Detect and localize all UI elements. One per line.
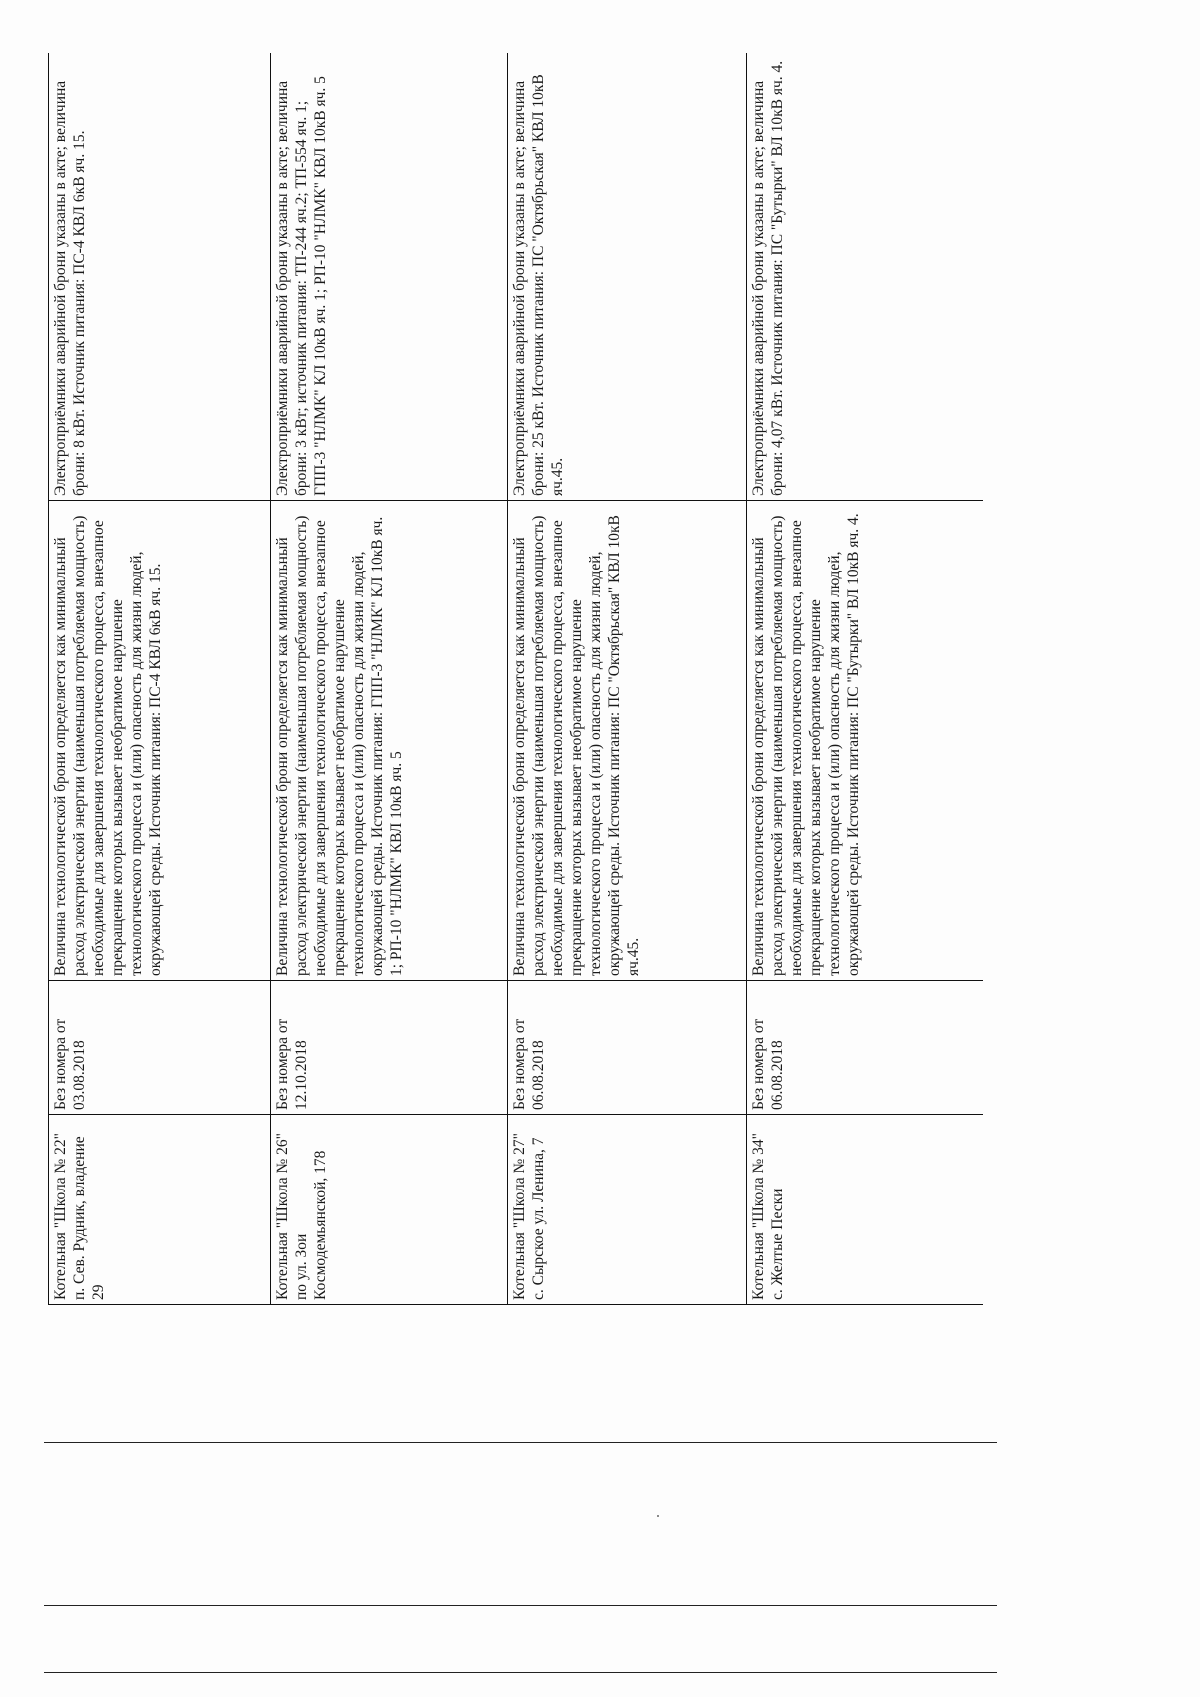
scan-speck xyxy=(657,1515,659,1517)
emergency-reserve-cell: Электроприёмники аварийной брони указаны в акте; величина брони: 25 кВт. Источник питания: ПС "Октябрьская" КВЛ 10кВ яч.45. xyxy=(508,53,747,501)
separator-line xyxy=(44,1605,997,1606)
technological-reserve-cell: Величина технологической брони определяется как минимальный расход электрической энергии (наименьшая потребляемая мощность) необходимые для завершения технологического процесса, внезапное прекращение которых вызывает необратимое нарушение технологического процесса и (или) опасность для жизни людей, окружающей среды. Источник питания: ПС-4 КВЛ 6кВ яч. 15. xyxy=(49,501,271,981)
facility-name-cell: Котельная "Школа № 26" по ул. Зои Космодемьянской, 178 xyxy=(271,1115,508,1305)
emergency-reserve-cell: Электроприёмники аварийной брони указаны в акте; величина брони: 4,07 кВт. Источник питания: ПС "Бутырки" ВЛ 10кВ яч. 4. xyxy=(747,53,984,501)
table-row xyxy=(747,53,984,1305)
table-row xyxy=(271,53,508,1305)
technological-reserve-cell: Величина технологической брони определяется как минимальный расход электрической энергии (наименьшая потребляемая мощность) необходимые для завершения технологического процесса, внезапное прекращение которых вызывает необратимое нарушение технологического процесса и (или) опасность для жизни людей, окружающей среды. Источник питания: ПС "Октябрьская" КВЛ 10кВ яч.45. xyxy=(508,501,747,981)
emergency-reserve-cell: Электроприёмники аварийной брони указаны в акте; величина брони: 3 кВт; источник питания: ТП-244 яч.2; ТП-554 яч. 1; ГПП-3 "НЛМК" КЛ 10кВ яч. 1; РП-10 "НЛМК" КВЛ 10кВ яч. 5 xyxy=(271,53,508,501)
act-reference-cell: Без номера от 12.10.2018 xyxy=(271,981,508,1115)
rotated-table-area xyxy=(48,53,983,1305)
table-row xyxy=(49,53,271,1305)
separator-line xyxy=(44,1442,997,1443)
facility-name-cell: Котельная "Школа № 27" с. Сырское ул. Ленина, 7 xyxy=(508,1115,747,1305)
table-row xyxy=(508,53,747,1305)
facility-name-cell: Котельная "Школа № 34" с. Желтые Пески xyxy=(747,1115,984,1305)
separator-line xyxy=(44,1672,997,1673)
act-reference-cell: Без номера от 06.08.2018 xyxy=(747,981,984,1115)
technological-reserve-cell: Величина технологической брони определяется как минимальный расход электрической энергии (наименьшая потребляемая мощность) необходимые для завершения технологического процесса, внезапное прекращение которых вызывает необратимое нарушение технологического процесса и (или) опасность для жизни людей, окружающей среды. Источник питания: ПС "Бутырки" ВЛ 10кВ яч. 4. xyxy=(747,501,984,981)
facility-name-cell: Котельная "Школа № 22" п. Сев. Рудник, владение 29 xyxy=(49,1115,271,1305)
table-rotation-frame xyxy=(48,53,983,1305)
act-reference-cell: Без номера от 03.08.2018 xyxy=(49,981,271,1115)
emergency-reserve-cell: Электроприёмники аварийной брони указаны в акте; величина брони: 8 кВт. Источник питания: ПС-4 КВЛ 6кВ яч. 15. xyxy=(49,53,271,501)
backup-power-table xyxy=(48,53,983,1305)
act-reference-cell: Без номера от 06.08.2018 xyxy=(508,981,747,1115)
technological-reserve-cell: Величина технологической брони определяется как минимальный расход электрической энергии (наименьшая потребляемая мощность) необходимые для завершения технологического процесса, внезапное прекращение которых вызывает необратимое нарушение технологического процесса и (или) опасность для жизни людей, окружающей среды. Источник питания: ГПП-3 "НЛМК" КЛ 10кВ яч. 1; РП-10 "НЛМК" КВЛ 10кВ яч. 5 xyxy=(271,501,508,981)
